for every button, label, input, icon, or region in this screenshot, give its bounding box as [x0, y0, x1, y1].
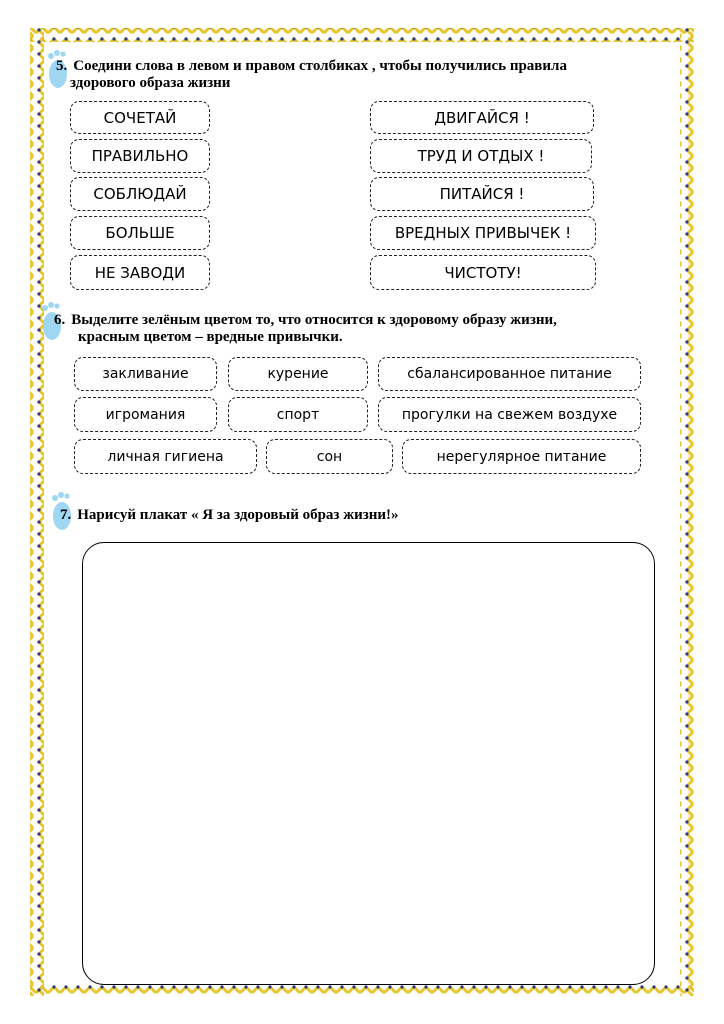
q6-option-box[interactable]: прогулки на свежем воздухе: [378, 397, 641, 432]
q5-title-line2: здорового образа жизни: [70, 75, 231, 91]
q6-title-line1: Выделите зелёным цветом то, что относится к здоровому образу жизни,: [71, 312, 557, 328]
q5-left-box[interactable]: БОЛЬШЕ: [70, 216, 210, 250]
q7-title: [60, 507, 660, 524]
q6-option-box[interactable]: курение: [228, 357, 368, 391]
q5-title: [56, 58, 676, 92]
q6-option-box[interactable]: сбалансированное питание: [378, 357, 641, 391]
q6-option-box[interactable]: сон: [266, 439, 393, 474]
q5-title-line1: Соедини слова в левом и правом столбиках , чтобы получились правила: [73, 58, 567, 74]
q6-option-box[interactable]: игромания: [74, 397, 217, 432]
q5-left-box[interactable]: СОЧЕТАЙ: [70, 101, 210, 134]
q5-right-box[interactable]: ЧИСТОТУ!: [370, 255, 596, 290]
q5-right-box[interactable]: ВРЕДНЫХ ПРИВЫЧЕК !: [370, 216, 596, 250]
q5-left-box[interactable]: НЕ ЗАВОДИ: [70, 255, 210, 290]
q5-left-box[interactable]: ПРАВИЛЬНО: [70, 139, 210, 173]
q5-number: 5.: [56, 58, 68, 74]
q7-number: 7.: [60, 507, 72, 523]
q6-title-line2: красным цветом – вредные привычки.: [78, 329, 343, 345]
q5-left-box[interactable]: СОБЛЮДАЙ: [70, 177, 210, 211]
q5-right-box[interactable]: ДВИГАЙСЯ !: [370, 101, 594, 134]
q6-option-box[interactable]: закливание: [74, 357, 217, 391]
q5-right-box[interactable]: ТРУД И ОТДЫХ !: [370, 139, 592, 173]
q5-right-box[interactable]: ПИТАЙСЯ !: [370, 177, 594, 211]
q6-option-box[interactable]: спорт: [228, 397, 368, 432]
q6-number: 6.: [54, 312, 66, 328]
q7-title-text: Нарисуй плакат « Я за здоровый образ жизни!»: [77, 507, 399, 523]
q6-title: [54, 312, 674, 346]
q6-option-box[interactable]: нерегулярное питание: [402, 439, 641, 474]
q6-option-box[interactable]: личная гигиена: [74, 439, 257, 474]
poster-drawing-area[interactable]: [82, 542, 655, 985]
